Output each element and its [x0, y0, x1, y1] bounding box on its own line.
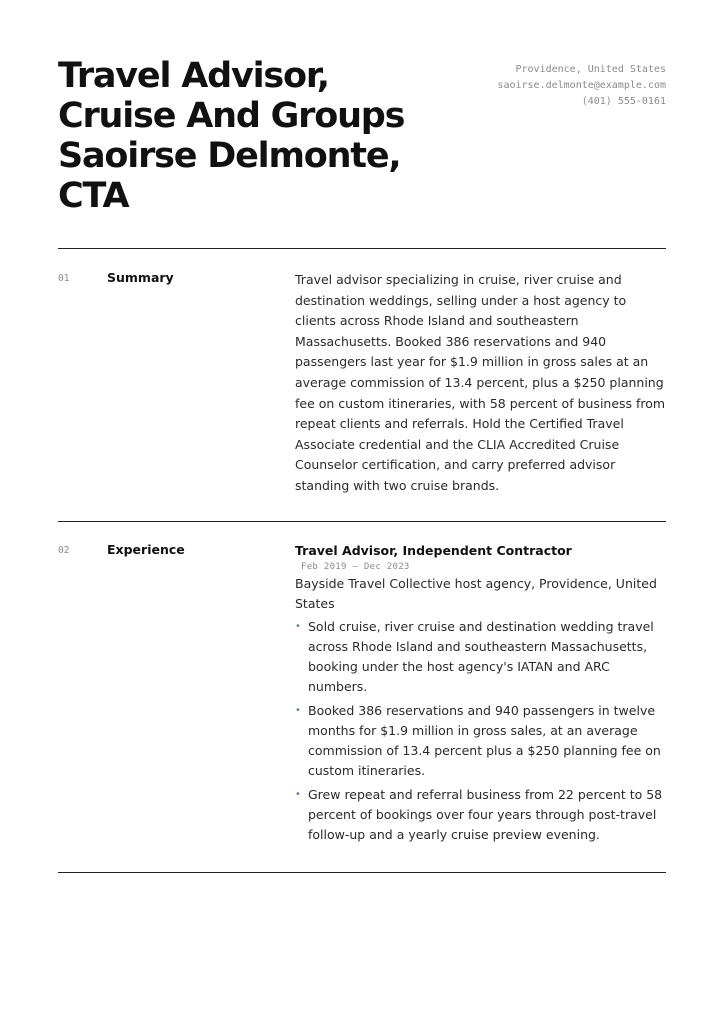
job-entry [295, 542, 666, 849]
contact-email[interactable]: saoirse.delmonte@example.com [497, 80, 666, 91]
section-number: 02 [58, 545, 70, 556]
contact-phone[interactable]: (401) 555-0161 [581, 96, 666, 107]
contact-block [497, 62, 666, 110]
divider [58, 872, 666, 873]
contact-location: Providence, United States [515, 64, 666, 75]
job-company: Bayside Travel Collective host agency, Providence, United States [295, 576, 657, 611]
divider [58, 521, 666, 522]
title-line: Saoirse Delmonte, [58, 136, 401, 176]
bullet-dot-icon: • [295, 621, 301, 632]
list-item [295, 701, 666, 781]
bullet-text: Grew repeat and referral business from 22 percent to 58 percent of bookings over four years through post-travel follow-up and a yearly cruise preview evening. [308, 787, 663, 842]
resume-header [58, 56, 666, 216]
job-dates: Feb 2019 – Dec 2023 [301, 562, 410, 572]
divider [58, 248, 666, 249]
section-title: Experience [107, 542, 185, 557]
bullet-dot-icon: • [295, 705, 301, 716]
title-line: Travel Advisor, [58, 56, 329, 96]
job-title: Travel Advisor, Independent Contractor [295, 543, 572, 558]
title-line: CTA [58, 176, 129, 216]
page-title [58, 56, 458, 216]
summary-text: Travel advisor specializing in cruise, river cruise and destination weddings, selling under a host agency to clients across Rhode Island and southeastern Massachusetts. Booked 386 reservations and 940 passengers last year for $1.9 million in gross sales at an average commission of 13.4 percent, plus a $250 planning fee on custom itineraries, with 58 percent of business from repeat clients and referrals. Hold the Certified Travel Associate credential and the CLIA Accredited Cruise Counselor certification, and carry preferred advisor standing with two cruise brands. [295, 272, 666, 493]
section-number: 01 [58, 273, 70, 284]
list-item [295, 785, 666, 845]
bullet-text: Booked 386 reservations and 940 passengers in twelve months for $1.9 million in gross sales, at an average commission of 13.4 percent plus a $250 planning fee on custom itineraries. [308, 703, 661, 778]
section-title: Summary [107, 270, 174, 285]
bullet-dot-icon: • [295, 789, 301, 800]
list-item [295, 617, 666, 697]
title-line: Cruise And Groups [58, 96, 405, 136]
bullet-text: Sold cruise, river cruise and destination wedding travel across Rhode Island and southeastern Massachusetts, booking under the host agency's IATAN and ARC numbers. [308, 619, 654, 694]
job-bullets [295, 617, 666, 845]
